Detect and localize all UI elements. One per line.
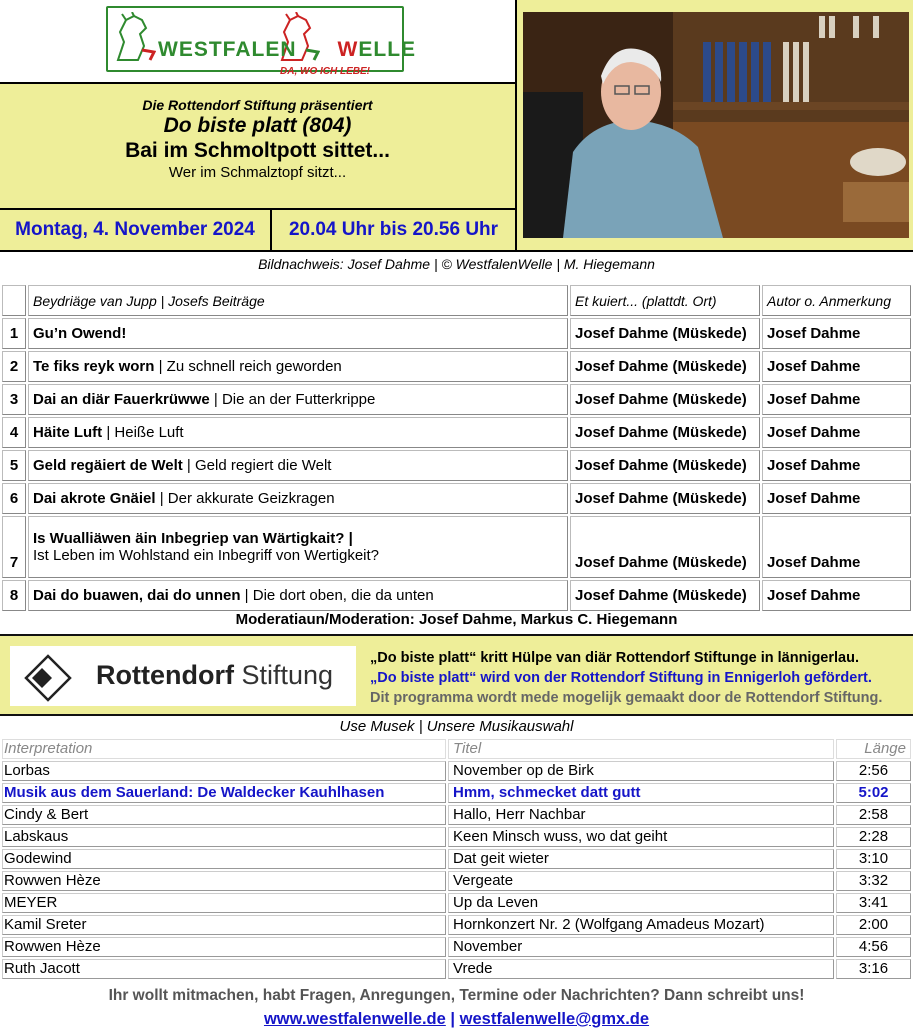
logo-wordmark [158,38,416,62]
music-title: November [448,937,834,957]
header-artist: Interpretation [2,739,446,759]
contact-links [0,1010,913,1029]
logo-letter: W [158,38,179,61]
music-title: November op de Birk [448,761,834,781]
row-author: Josef Dahme [762,580,911,611]
music-length: 2:56 [836,761,911,781]
episode-translation: Wer im Schmalztopf sitzt... [168,164,347,181]
music-row [2,959,911,979]
row-title: Is Wualliäwen äin Inbegriep van Wärtigkait? | Ist Leben im Wohlstand ein Inbegriff von Wertigkeit? [28,516,568,578]
title-german: | Der akkurate Geizkragen [155,490,335,507]
table-row [2,351,911,382]
westfalenwelle-logo[interactable] [106,6,417,77]
music-row [2,937,911,957]
music-row [2,849,911,869]
sponsor-banner [0,634,913,716]
row-author: Josef Dahme [762,450,911,481]
row-title [28,417,568,448]
row-place: Josef Dahme (Müskede) [570,483,760,514]
show-title-box [0,84,515,208]
music-length: 2:28 [836,827,911,847]
row-title [28,450,568,481]
sponsor-name [96,660,333,691]
row-place: Josef Dahme (Müskede) [570,351,760,382]
sponsor-line-german: „Do biste platt“ wird von der Rottendorf Stiftung in Ennigerloh gefördert. [370,670,872,686]
title-platt: Dai an diär Fauerkrüwwe [33,391,210,408]
header-length: Länge [836,739,911,759]
row-author: Josef Dahme [762,318,911,349]
music-title: Up da Leven [448,893,834,913]
row-num: 5 [2,450,26,481]
header-area [0,0,913,252]
row-author: Josef Dahme [762,384,911,415]
music-artist: Labskaus [2,827,446,847]
music-title: Dat geit wieter [448,849,834,869]
logo-letter: W [337,38,359,61]
music-row [2,915,911,935]
sponsor-text [370,648,882,708]
moderation-line: Moderatiaun/Moderation: Josef Dahme, Markus C. Hiegemann [235,611,678,628]
row-place: Josef Dahme (Müskede) [570,417,760,448]
music-title: Hallo, Herr Nachbar [448,805,834,825]
rottendorf-logo[interactable] [10,646,356,706]
title-platt: Te fiks reyk worn [33,358,155,375]
row-num: 8 [2,580,26,611]
music-artist: Godewind [2,849,446,869]
row-place: Josef Dahme (Müskede) [570,384,760,415]
image-credit: Bildnachweis: Josef Dahme | © WestfalenWelle | M. Hiegemann [258,256,655,272]
music-row [2,761,911,781]
contact-prompt: Ihr wollt mitmachen, habt Fragen, Anregungen, Termine oder Nachrichten? Dann schreibt uns! [108,987,805,1004]
website-link[interactable]: www.westfalenwelle.de [263,1010,446,1028]
row-num: 7 [2,516,26,578]
email-link[interactable]: westfalenwelle@gmx.de [459,1010,650,1028]
music-length: 3:32 [836,871,911,891]
horse-icon [112,12,156,64]
row-title [28,580,568,611]
table-row [2,417,911,448]
header-song-title: Titel [448,739,834,759]
table-row [2,580,911,611]
broadcast-time: 20.04 Uhr bis 20.56 Uhr [272,210,515,250]
header-author: Autor o. Anmerkung [762,285,911,316]
title-platt: Is Wualliäwen äin Inbegriep van Wärtigkait? [33,530,345,547]
logo-tagline: DA, WO ICH LEBE! [280,66,370,77]
title-german: | Die an der Futterkrippe [209,391,376,408]
music-length: 3:10 [836,849,911,869]
music-table [0,737,913,981]
row-place: Josef Dahme (Müskede) [570,516,760,578]
music-title: Vrede [448,959,834,979]
row-title [28,351,568,382]
music-artist: Musik aus dem Sauerland: De Waldecker Kauhlhasen [2,783,446,803]
title-german: Ist Leben im Wohlstand ein Inbegriff von Wertigkeit? [33,547,380,564]
title-german: | Heiße Luft [102,424,184,441]
sponsor-name-light: Stiftung [241,660,334,690]
music-artist: Kamil Sreter [2,915,446,935]
table-row [2,318,911,349]
logo-letters: ESTFALEN [178,38,297,61]
title-german: | Geld regiert die Welt [182,457,332,474]
table-row [2,384,911,415]
table-row [2,483,911,514]
episode-subtitle: Bai im Schmoltpott sittet... [125,139,390,162]
music-row-highlighted [2,783,911,803]
title-platt: Gu’n Owend! [33,325,127,342]
music-length: 4:56 [836,937,911,957]
music-row [2,893,911,913]
music-row [2,871,911,891]
music-title: Keen Minsch wuss, wo dat geiht [448,827,834,847]
music-artist: Rowwen Hèze [2,871,446,891]
link-separator: | [450,1010,456,1028]
music-artist: Cindy & Bert [2,805,446,825]
row-title [28,318,568,349]
row-place: Josef Dahme (Müskede) [570,318,760,349]
photo-frame [517,0,913,250]
music-length: 3:16 [836,959,911,979]
portrait-photo [523,12,909,238]
row-title [28,384,568,415]
row-author: Josef Dahme [762,516,911,578]
music-title: Hornkonzert Nr. 2 (Wolfgang Amadeus Mozart) [448,915,834,935]
header-num [2,285,26,316]
music-title: Vergeate [448,871,834,891]
row-author: Josef Dahme [762,483,911,514]
sponsor-line-dutch: Dit programma wordt mede mogelijk gemaakt door de Rottendorf Stiftung. [370,690,883,706]
title-platt: Dai akrote Gnäiel [33,490,156,507]
table-row [2,516,911,578]
row-num: 6 [2,483,26,514]
music-artist: Lorbas [2,761,446,781]
header-place: Et kuiert... (plattdt. Ort) [570,285,760,316]
row-num: 2 [2,351,26,382]
title-platt: Dai do buawen, dai do unnen [33,587,241,604]
music-length: 3:41 [836,893,911,913]
music-artist: Ruth Jacott [2,959,446,979]
table-row [2,450,911,481]
table-header-row [2,285,911,316]
logo-letters: ELLE [358,38,417,61]
music-length: 2:00 [836,915,911,935]
music-section-title: Use Musek | Unsere Musikauswahl [339,718,574,735]
title-german: | Die dort oben, die da unten [240,587,434,604]
row-title [28,483,568,514]
diamond-logo-icon [24,654,72,702]
music-header-row [2,739,911,759]
sponsor-line-platt: „Do biste platt“ kritt Hülpe van diär Rottendorf Stiftunge in lännigerlau. [370,650,859,666]
music-row [2,827,911,847]
music-title: Hmm, schmecket datt gutt [448,783,834,803]
music-artist: Rowwen Hèze [2,937,446,957]
sponsor-name-bold: Rottendorf [96,660,234,690]
logo-area [0,0,515,82]
music-artist: MEYER [2,893,446,913]
music-row [2,805,911,825]
row-author: Josef Dahme [762,417,911,448]
row-author: Josef Dahme [762,351,911,382]
presenter-line: Die Rottendorf Stiftung präsentiert [142,97,373,113]
music-length: 5:02 [836,783,911,803]
episode-title: Do biste platt (804) [163,114,352,137]
title-german: | Zu schnell reich geworden [154,358,342,375]
header-title: Beydriäge van Jupp | Josefs Beiträge [28,285,568,316]
broadcast-date: Montag, 4. November 2024 [0,210,270,250]
row-place: Josef Dahme (Müskede) [570,450,760,481]
title-platt: Geld regäiert de Welt [33,457,183,474]
row-num: 3 [2,384,26,415]
contributions-table [0,283,913,613]
title-platt: Häite Luft [33,424,103,441]
row-place: Josef Dahme (Müskede) [570,580,760,611]
music-length: 2:58 [836,805,911,825]
row-num: 4 [2,417,26,448]
row-num: 1 [2,318,26,349]
